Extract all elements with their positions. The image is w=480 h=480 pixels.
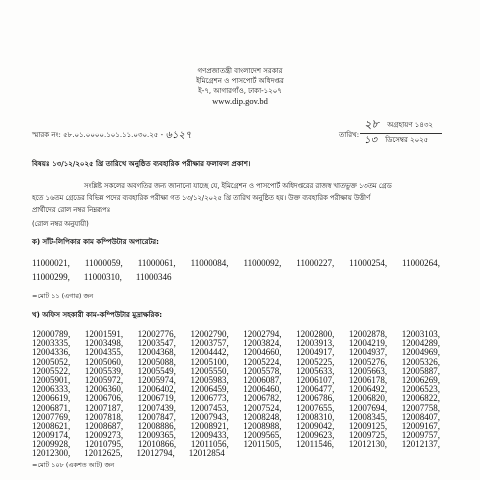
roll-number: 12000789 ,: [32, 330, 70, 339]
subject-line: [32, 160, 250, 169]
roll-number: 12008621 ,: [32, 422, 70, 431]
roll-number-row: [32, 270, 440, 284]
roll-number: 11000092 ,: [243, 256, 281, 270]
roll-number: 11000310 ,: [84, 270, 122, 284]
roll-number: 12009174 ,: [32, 431, 70, 440]
roll-number: 12002794 ,: [243, 330, 281, 339]
roll-list-office-assistant: [32, 330, 440, 459]
section-heading-stenographer: ক) সাঁট-লিপিকার কাম কম্পিউটার অপারেটর:: [32, 238, 159, 246]
roll-number: 12006333 ,: [32, 385, 70, 394]
roll-number: 12009125 ,: [349, 422, 387, 431]
roll-number: 12005578 ,: [243, 367, 281, 376]
roll-number: 12010795 ,: [85, 440, 123, 449]
roll-number-row: [32, 256, 440, 270]
memo-handwritten-number: ৬১২৭: [165, 130, 192, 141]
roll-number: 12006822 ,: [402, 394, 440, 403]
roll-number: 12005633 ,: [296, 367, 334, 376]
roll-number: 11000254 ,: [349, 256, 387, 270]
letterhead: [0, 66, 480, 106]
gregorian-date: [364, 136, 428, 145]
roll-number: 12008988 ,: [243, 422, 281, 431]
roll-number: 11000346: [135, 272, 172, 282]
section-total-stenographer: =মোট ১১ (এগার) জন: [32, 292, 94, 300]
roll-number: 12006782 ,: [243, 394, 281, 403]
gregorian-date-month-year: ডিসেম্বর ২০২৫: [385, 136, 429, 144]
roll-number: 12003824 ,: [243, 339, 281, 348]
roll-number: 12009167 ,: [402, 422, 440, 431]
roll-number: 12005052 ,: [32, 358, 70, 367]
roll-number: 12008310 ,: [296, 413, 334, 422]
bangla-date: [363, 116, 433, 132]
roll-number: 12008687 ,: [85, 422, 123, 431]
roll-number: 12012300 ,: [32, 449, 70, 458]
roll-number: 12006773 ,: [190, 394, 228, 403]
roll-number: 12008886 ,: [138, 422, 176, 431]
roll-number: 12009757 ,: [402, 431, 440, 440]
roll-number: 12008345 ,: [349, 413, 387, 422]
roll-number: 12006459 ,: [190, 385, 228, 394]
roll-number: 12008248 ,: [243, 413, 281, 422]
roll-number: 12006706 ,: [85, 394, 123, 403]
roll-number: 12009928 ,: [32, 440, 70, 449]
roll-number: 12006523 ,: [402, 385, 440, 394]
roll-number: 12002776 ,: [138, 330, 176, 339]
roll-number: 12006460 ,: [243, 385, 281, 394]
roll-number: 12004368 ,: [138, 348, 176, 357]
website-address: www.dip.gov.bd: [212, 96, 268, 106]
roll-number: 12009273 ,: [85, 431, 123, 440]
subject-text: ১৩/১২/২০২৫ খ্রি তারিখে অনুষ্ঠিত ব্যবহারিক পরীক্ষার ফলাফল প্রকাশ।: [52, 160, 251, 168]
roll-number: 12005100 ,: [190, 358, 228, 367]
roll-number: 12004937 ,: [349, 348, 387, 357]
roll-number: 12003498 ,: [85, 339, 123, 348]
roll-number: 12007524 ,: [243, 404, 281, 413]
roll-number: 11000084 ,: [191, 256, 229, 270]
roll-number: 12005983 ,: [190, 376, 228, 385]
department-name: ইমিগ্রেশন ও পাসপোর্ট অধিদপ্তর: [196, 77, 284, 85]
roll-number: 12005224 ,: [243, 358, 281, 367]
roll-number: 11000227 ,: [296, 256, 334, 270]
roll-number: 12009623 ,: [296, 431, 334, 440]
roll-number: 12010866 ,: [138, 440, 176, 449]
roll-number: 12007818 ,: [85, 413, 123, 422]
roll-number: 12006107 ,: [296, 376, 334, 385]
roll-number: 12006719 ,: [138, 394, 176, 403]
roll-number: 12007694 ,: [349, 404, 387, 413]
roll-number-row: [32, 449, 440, 458]
memo-label: স্মারক নং:: [32, 131, 61, 139]
subject-label: বিষয়ঃ: [32, 160, 50, 168]
roll-number: 12012137 ,: [402, 440, 440, 449]
roll-number: 12007847 ,: [138, 413, 176, 422]
roll-number: 12005549 ,: [138, 367, 176, 376]
roll-number: 12005225 ,: [296, 358, 334, 367]
roll-number: 12004969 ,: [402, 348, 440, 357]
date-label: তারিখ:: [339, 131, 360, 139]
roll-number: 12003335 ,: [32, 339, 70, 348]
body-line: সংশ্লিষ্ট সকলের অবগতির জন্য জানানো যাচ্ছে যে, ইমিগ্রেশন ও পাসপোর্ট অধিদপ্তরের রাজস্ব খাতভুক্ত ১৩তম গ্রেড: [84, 182, 392, 190]
section-heading-office-assistant: খ) অফিস সহকারী কাম-কম্পিউটার মুদ্রাক্ষরিক:: [32, 311, 163, 319]
roll-number: 12007943 ,: [190, 413, 228, 422]
memo-number: [32, 131, 191, 140]
roll-number: 12007769 ,: [32, 413, 70, 422]
roll-number: 12006477 ,: [296, 385, 334, 394]
roll-number: 12008407 ,: [402, 413, 440, 422]
roll-number: 12005663 ,: [349, 367, 387, 376]
roll-number: 12005550 ,: [190, 367, 228, 376]
gregorian-date-handwritten-day: ১৩: [364, 135, 377, 146]
roll-number: 12006360 ,: [85, 385, 123, 394]
order-note: (রোল নম্বর অনুযায়ী): [32, 220, 89, 228]
roll-number: 12002878 ,: [349, 330, 387, 339]
roll-number: 12005972 ,: [85, 376, 123, 385]
roll-number: 12006619 ,: [32, 394, 70, 403]
bangla-date-handwritten-day: ২৮: [363, 116, 380, 132]
roll-number: 12011505 ,: [243, 440, 281, 449]
roll-number: 12007758 ,: [402, 404, 440, 413]
roll-number: 11000299 ,: [32, 270, 70, 284]
roll-number: 12005522 ,: [32, 367, 70, 376]
roll-number: 12005887 ,: [402, 367, 440, 376]
roll-number: 12004336 ,: [32, 348, 70, 357]
department-address: ই-৭, আগারগাঁও, ঢাকা-১২০৭: [198, 87, 282, 95]
roll-number: 12003757 ,: [190, 339, 228, 348]
body-line: হতে ১৬তম গ্রেডের বিভিন্ন পদের ব্যবহারিক পরীক্ষা গত ১৩/১২/২০২৫ খ্রি তারিখ অনুষ্ঠিত হয়। উক্ত ব্যবহারিক পরীক্ষায় উত্তীর্ণ: [32, 194, 371, 202]
roll-number: 12006871 ,: [32, 404, 70, 413]
roll-number: 12008921 ,: [190, 422, 228, 431]
roll-number: 12006492 ,: [349, 385, 387, 394]
section-total-office-assistant: =মোট ১০৮ (একশত আট) জন: [32, 461, 115, 469]
roll-list-stenographer: [32, 256, 440, 284]
roll-number: 12005088 ,: [138, 358, 176, 367]
roll-number: 12009565 ,: [243, 431, 281, 440]
roll-number: 12004355 ,: [85, 348, 123, 357]
roll-number: 11000059 ,: [85, 256, 123, 270]
roll-number: 12002800 ,: [296, 330, 334, 339]
roll-number: 12004917 ,: [296, 348, 334, 357]
roll-number: 12004660 ,: [243, 348, 281, 357]
roll-number: 12009365 ,: [138, 431, 176, 440]
roll-number: 11000264 ,: [402, 256, 440, 270]
roll-number: 12012625 ,: [84, 449, 122, 458]
roll-number: 12007439 ,: [138, 404, 176, 413]
roll-number: 12006178 ,: [349, 376, 387, 385]
roll-number: 11000061 ,: [138, 256, 176, 270]
roll-number: 12012130 ,: [349, 440, 387, 449]
body-line: প্রার্থীদের রোল নম্বর নিম্নরূপঃ: [32, 206, 111, 214]
roll-number: 12012854: [188, 448, 225, 459]
roll-number: 12002790 ,: [190, 330, 228, 339]
roll-number: 12004219 ,: [349, 339, 387, 348]
roll-number: 12004442 ,: [190, 348, 228, 357]
roll-number: 12007453 ,: [190, 404, 228, 413]
roll-number: 12005276 ,: [349, 358, 387, 367]
roll-number: 12003103 ,: [402, 330, 440, 339]
roll-number: 12006820 ,: [349, 394, 387, 403]
roll-number: 12005060 ,: [85, 358, 123, 367]
roll-number: 12004289 ,: [402, 339, 440, 348]
roll-number: 12006269 ,: [402, 376, 440, 385]
roll-number: 12003547 ,: [138, 339, 176, 348]
roll-number: 12009433 ,: [190, 431, 228, 440]
roll-number: 12011056 ,: [191, 440, 229, 449]
roll-number: 12006786 ,: [296, 394, 334, 403]
roll-number: 12007655 ,: [296, 404, 334, 413]
roll-number: 12005901 ,: [32, 376, 70, 385]
roll-number: 12005974 ,: [138, 376, 176, 385]
roll-number: 12006087 ,: [243, 376, 281, 385]
roll-number: 12007187 ,: [85, 404, 123, 413]
government-name: গণপ্রজাতন্ত্রী বাংলাদেশ সরকার: [197, 67, 283, 75]
roll-number: 12011546 ,: [296, 440, 334, 449]
date-divider: [360, 133, 442, 134]
roll-number: 12012794 ,: [137, 449, 175, 458]
roll-number: 12006402 ,: [138, 385, 176, 394]
memo-number-value: ৫৮.০১.০০০০.১০১.১১.০৩০.২৫ -: [63, 131, 164, 139]
roll-number: 12003913 ,: [296, 339, 334, 348]
roll-number: 12005326 ,: [402, 358, 440, 367]
roll-number: 12001591 ,: [85, 330, 123, 339]
roll-number: 12009725 ,: [349, 431, 387, 440]
bangla-date-month-year: অগ্রহায়ণ ১৪৩২: [387, 121, 433, 129]
roll-number: 12005539 ,: [85, 367, 123, 376]
roll-number: 11000021 ,: [32, 256, 70, 270]
roll-number: 12009042 ,: [296, 422, 334, 431]
